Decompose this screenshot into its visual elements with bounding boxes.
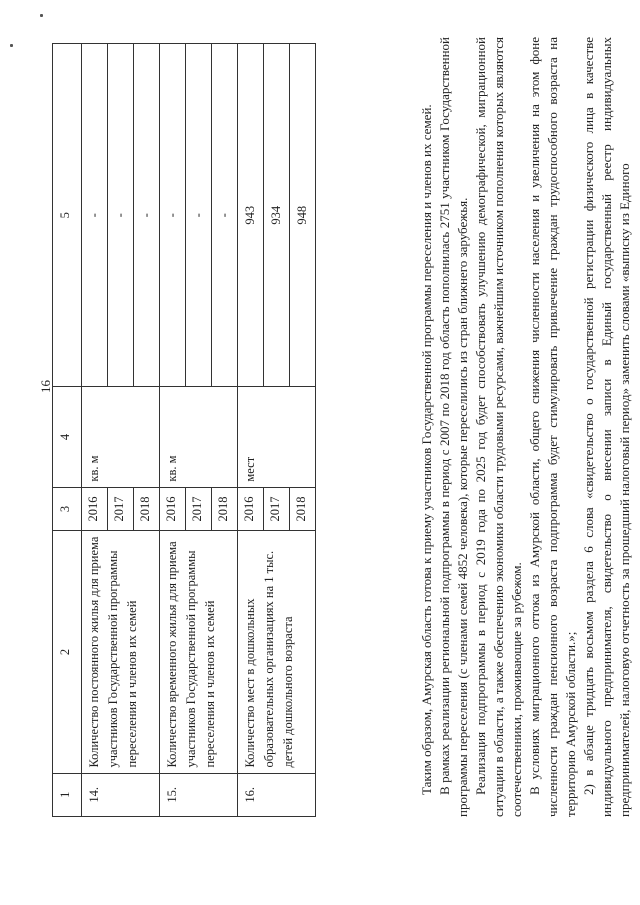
unit-cell: кв. м [82, 387, 160, 487]
unit-cell: кв. м [160, 387, 238, 487]
value-cell: - [134, 44, 160, 387]
value-cell: 934 [264, 44, 290, 387]
value-cell: 948 [290, 44, 316, 387]
table-row [160, 44, 186, 817]
value-cell: 943 [238, 44, 264, 387]
year-cell: 2017 [264, 487, 290, 531]
year-cell: 2016 [160, 487, 186, 531]
header-cell: 2 [53, 531, 82, 773]
paragraph: В рамках реализации региональной подпрограммы в период с 2007 по 2018 год область пополнилась 2751 участником Государственной программы переселения (с членами семей 4852 человека), которые переселились из стран ближнего зарубежья. [437, 37, 470, 817]
page-number: 16 [38, 380, 53, 393]
header-cell: 4 [53, 387, 82, 487]
indicator-name: Количество мест в дошкольных образовательных организациях на 1 тыс. детей дошкольного возраста [238, 531, 316, 773]
value-cell: - [82, 44, 108, 387]
unit-cell: мест [238, 387, 316, 487]
year-cell: 2016 [238, 487, 264, 531]
row-number: 14. [82, 773, 160, 816]
indicator-name: Количество временного жилья для приема участников Государственной программы переселения и членов их семей [160, 531, 238, 773]
year-cell: 2018 [212, 487, 238, 531]
table-row [238, 44, 264, 817]
header-cell: 5 [53, 44, 82, 387]
indicator-name: Количество постоянного жилья для приема участников Государственной программы переселения и членов их семей [82, 531, 160, 773]
value-cell: - [186, 44, 212, 387]
table-header-row [53, 44, 82, 817]
header-cell: 1 [53, 773, 82, 816]
table-row [82, 44, 108, 817]
row-number: 15. [160, 773, 238, 816]
year-cell: 2016 [82, 487, 108, 531]
paragraph: В условиях миграционного оттока из Амурской области, общего снижения численности населения и увеличения на этом фоне численности граждан пенсионного возраста подпрограмма будет стимулировать привлечение граждан трудоспособного возраста на территорию Амурской области.»; [527, 37, 578, 817]
header-cell: 3 [53, 487, 82, 531]
value-cell: - [160, 44, 186, 387]
year-cell: 2017 [108, 487, 134, 531]
body-text [418, 37, 634, 817]
paragraph: 2) в абзаце тридцать восьмом раздела 6 слова «свидетельство о государственной регистрации физического лица в качестве индивидуального предпринимателя, свидетельство о внесении записи в Единый государственный реестр индивидуальных предпринимателей, налоговую отчетность за прошедший налоговый период» заменить словами «выписку из Единого [581, 37, 632, 817]
year-cell: 2018 [290, 487, 316, 531]
indicators-table [52, 43, 316, 817]
year-cell: 2017 [186, 487, 212, 531]
value-cell: - [108, 44, 134, 387]
paragraph: Таким образом, Амурская область готова к приему участников Государственной программы переселения и членов их семей. [419, 104, 434, 795]
paragraph: Реализация подпрограммы в период с 2019 года по 2025 год будет способствовать улучшению демографической, миграционной ситуации в области, а также обеспечению экономики области трудовыми ресурсами, важнейшим источником пополнения которых являются соотечественники, проживающие за рубежом. [473, 37, 524, 817]
value-cell: - [212, 44, 238, 387]
row-number: 16. [238, 773, 316, 816]
year-cell: 2018 [134, 487, 160, 531]
